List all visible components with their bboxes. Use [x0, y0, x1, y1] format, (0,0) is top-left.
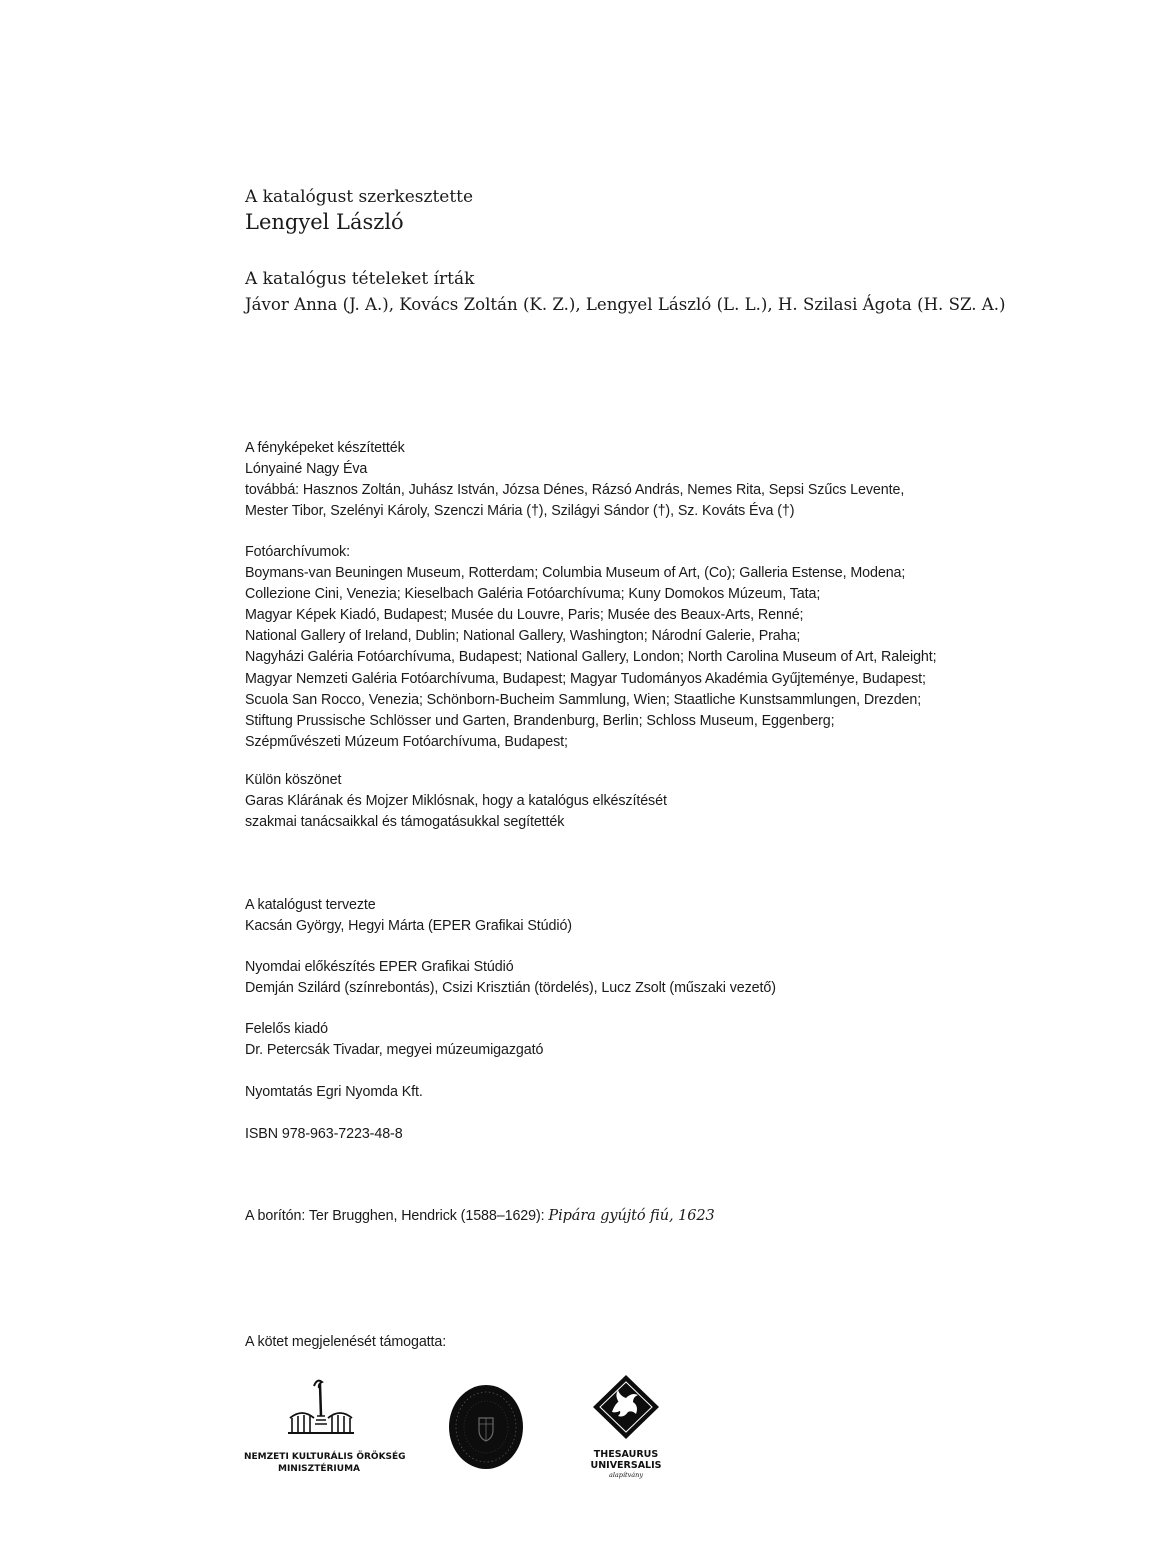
cover-prefix: A borítón: Ter Brugghen, Hendrick (1588–1629):: [245, 1208, 549, 1224]
cover-title: Pipára gyújtó fiú, 1623: [548, 1208, 715, 1224]
thanks-section: [245, 770, 667, 833]
authors-label: A katalógus tételeket írták: [245, 269, 475, 289]
isbn-section: [245, 1124, 403, 1145]
design-section: [245, 895, 572, 937]
publisher-name: Dr. Petercsák Tivadar, megyei múzeumigazgató: [245, 1042, 544, 1059]
thanks-line: szakmai tanácsaikkal és támogatásukkal segítették: [245, 814, 565, 831]
photos-others-line: továbbá: Hasznos Zoltán, Juhász István, Józsa Dénes, Rázsó András, Nemes Rita, Sepsi Szűcs Levente,: [245, 482, 905, 499]
thanks-line: Garas Klárának és Mojzer Miklósnak, hogy a katalógus elkészítését: [245, 793, 667, 810]
editor-name: Lengyel László: [245, 210, 404, 234]
support-label: A kötet megjelenését támogatta:: [245, 1334, 447, 1350]
publisher-section: [245, 1019, 543, 1061]
cover-section: [245, 1206, 715, 1227]
prepress-section: [245, 957, 776, 999]
archives-line: National Gallery of Ireland, Dublin; National Gallery, Washington; Národní Galerie, Praha;: [245, 628, 801, 645]
archives-line: Collezione Cini, Venezia; Kieselbach Galéria Fotóarchívuma; Kuny Domokos Múzeum, Tata;: [245, 586, 821, 603]
design-label: A katalógust tervezte: [245, 897, 376, 913]
archives-line: Stiftung Prussische Schlösser und Garten, Brandenburg, Berlin; Schloss Museum, Eggenberg;: [245, 712, 835, 729]
prepress-names: Demján Szilárd (színrebontás), Csizi Krisztián (tördelés), Lucz Zsolt (műszaki vezető): [245, 980, 776, 997]
thesaurus-logo: [582, 1374, 670, 1480]
prepress-label: Nyomdai előkészítés EPER Grafikai Stúdió: [245, 959, 514, 975]
thesaurus-logo-line: THESAURUS: [593, 1449, 659, 1460]
isbn-text: ISBN 978-963-7223-48-8: [245, 1126, 403, 1142]
photos-others-line: Mester Tibor, Szelényi Károly, Szenczi Mária (†), Szilágyi Sándor (†), Sz. Kováts Éva (†): [245, 503, 795, 520]
seal-logo: [448, 1384, 524, 1475]
archives-section: [245, 542, 937, 753]
ministry-logo-line: NEMZETI KULTURÁLIS ÖRÖKSÉG: [244, 1452, 406, 1462]
archives-line: Scuola San Rocco, Venezia; Schönborn-Bucheim Sammlung, Wien; Staatliche Kunstsammlungen, Drezden;: [245, 691, 922, 708]
thesaurus-logo-sub: alapítvány: [608, 1471, 644, 1479]
archives-line: Magyar Nemzeti Galéria Fotóarchívuma, Budapest; Magyar Tudományos Akadémia Gyűjteménye, Budapest;: [245, 670, 926, 687]
support-section: [245, 1332, 446, 1353]
printing-section: [245, 1082, 423, 1103]
editor-label: A katalógust szerkesztette: [245, 187, 474, 207]
editor-section: [245, 186, 473, 236]
archives-line: Nagyházi Galéria Fotóarchívuma, Budapest; National Gallery, London; North Carolina Museum of Art, Raleight;: [245, 649, 937, 666]
authors-section: [245, 268, 1005, 316]
ministry-columns-logo-icon: [244, 1376, 394, 1440]
archives-label: Fotóarchívumok:: [245, 544, 350, 560]
printing-text: Nyomtatás Egri Nyomda Kft.: [245, 1084, 423, 1100]
thesaurus-griffin-logo-icon: [582, 1374, 670, 1440]
archives-line: Boymans-van Beuningen Museum, Rotterdam; Columbia Museum of Art, (Co); Galleria Estense, Modena;: [245, 565, 906, 582]
authors-names: Jávor Anna (J. A.), Kovács Zoltán (K. Z.), Lengyel László (L. L.), H. Szilasi Ágota (H. SZ. A.): [245, 295, 1006, 314]
cover-line: [245, 1206, 715, 1227]
photos-main: Lónyainé Nagy Éva: [245, 461, 368, 478]
design-names: Kacsán György, Hegyi Márta (EPER Grafikai Stúdió): [245, 918, 572, 935]
round-seal-logo-icon: [448, 1384, 524, 1470]
archives-line: Szépművészeti Múzeum Fotóarchívuma, Budapest;: [245, 733, 568, 750]
photos-label: A fényképeket készítették: [245, 440, 405, 456]
thesaurus-logo-line: UNIVERSALIS: [590, 1460, 662, 1471]
publisher-label: Felelős kiadó: [245, 1021, 328, 1037]
ministry-logo-line: MINISZTÉRIUMA: [278, 1464, 360, 1474]
archives-line: Magyar Képek Kiadó, Budapest; Musée du Louvre, Paris; Musée des Beaux-Arts, Renné;: [245, 607, 804, 624]
photos-section: [245, 438, 904, 522]
thanks-label: Külön köszönet: [245, 772, 342, 788]
ministry-logo: [244, 1376, 406, 1475]
